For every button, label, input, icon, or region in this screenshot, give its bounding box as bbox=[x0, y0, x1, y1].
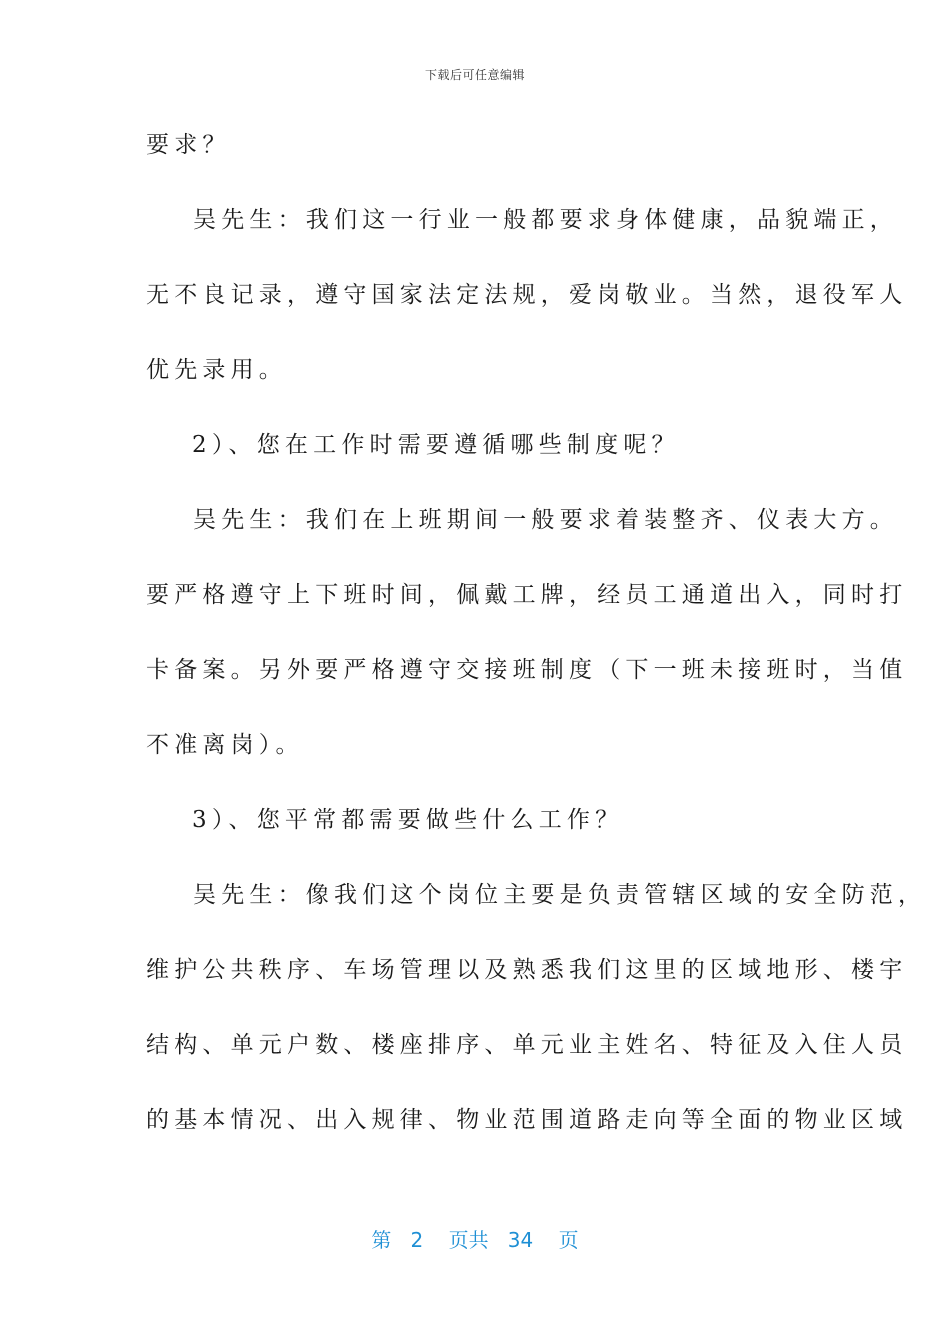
paragraph-line: 优先录用。 bbox=[146, 357, 287, 383]
page-suffix: 页 bbox=[558, 1228, 579, 1252]
question-line: 3）、您平常都需要做些什么工作？ bbox=[192, 807, 624, 833]
page-middle: 页共 bbox=[448, 1228, 489, 1252]
paragraph-line: 要严格遵守上下班时间，佩戴工牌，经员工通道出入，同时打 bbox=[146, 582, 908, 608]
page-prefix: 第 bbox=[371, 1228, 392, 1252]
paragraph-line: 无不良记录，遵守国家法定法规，爱岗敬业。当然，退役军人 bbox=[146, 282, 908, 308]
document-body bbox=[146, 118, 927, 1168]
paragraph-line: 要求？ bbox=[146, 132, 231, 158]
page-header-note: 下载后可任意编辑 bbox=[424, 68, 525, 82]
question-line: 2）、您在工作时需要遵循哪些制度呢？ bbox=[192, 432, 680, 458]
paragraph-line: 不准离岗）。 bbox=[146, 732, 304, 758]
paragraph-line: 吴先生：像我们这个岗位主要是负责管辖区域的安全防范， bbox=[193, 882, 927, 908]
paragraph-line: 维护公共秩序、车场管理以及熟悉我们这里的区域地形、楼宇 bbox=[146, 957, 908, 983]
paragraph-line: 吴先生：我们这一行业一般都要求身体健康，品貌端正， bbox=[193, 207, 898, 233]
paragraph-line: 卡备案。另外要严格遵守交接班制度（下一班未接班时，当值 bbox=[146, 657, 908, 683]
current-page-number: 2 bbox=[410, 1228, 424, 1252]
page-number-footer bbox=[0, 1224, 950, 1253]
total-pages-number: 34 bbox=[507, 1228, 534, 1252]
paragraph-line: 的基本情况、出入规律、物业范围道路走向等全面的物业区域 bbox=[146, 1107, 908, 1133]
paragraph-line: 结构、单元户数、楼座排序、单元业主姓名、特征及入住人员 bbox=[146, 1032, 908, 1058]
paragraph-line: 吴先生：我们在上班期间一般要求着装整齐、仪表大方。 bbox=[193, 507, 898, 533]
